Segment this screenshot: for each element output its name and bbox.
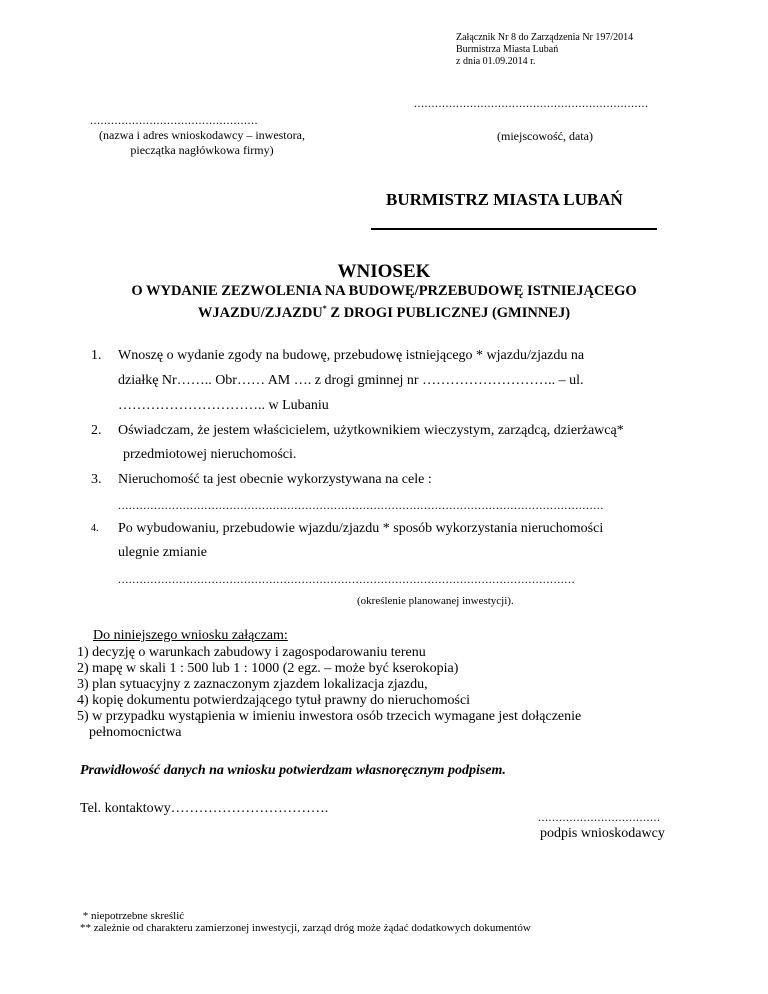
applicant-label — [82, 128, 322, 158]
item-3-field[interactable]: ....................................................................................................................................... — [118, 498, 604, 512]
authority-heading: BURMISTRZ MIASTA LUBAŃ — [386, 190, 623, 209]
document-subtitle — [60, 283, 708, 322]
applicant-field[interactable]: ................................................ — [90, 113, 258, 127]
item-2-line-2: przedmiotowej nieruchomości. — [123, 447, 297, 462]
attachment-item-continued: pełnomocnictwa — [89, 725, 182, 740]
subtitle-asterisk: * — [322, 304, 327, 313]
item-2-number: 2. — [91, 423, 102, 438]
item-4-line-2: ulegnie zmianie — [118, 545, 208, 560]
item-1-line-1: Wnoszę o wydanie zgody na budowę, przebudowę istniejącego * wjazdu/zjazdu na — [118, 348, 585, 363]
item-4-field-label: (określenie planowanej inwestycji). — [357, 595, 514, 607]
subtitle-line-2a: WJAZDU/ZJAZDU — [197, 304, 323, 321]
attachment-item: 5) w przypadku wystąpienia w imieniu inwestora osób trzecich wymagane jest dołączenie — [77, 709, 582, 724]
subtitle-line-2b: Z DROGI PUBLICZNEJ (GMINNEJ) — [326, 304, 571, 321]
annex-line-3: z dnia 01.09.2014 r. — [456, 56, 536, 67]
applicant-label-line-2: pieczątka nagłówkowa firmy) — [130, 143, 274, 157]
place-date-label: (miejscowość, data) — [497, 129, 593, 143]
footnote-2: ** zależnie od charakteru zamierzonej inwestycji, zarząd dróg może żądać dodatkowych dokumentów — [80, 922, 531, 934]
attachment-item: 4) kopię dokumentu potwierdzającego tytuł prawny do nieruchomości — [77, 693, 471, 708]
confirmation-statement: Prawidłowość danych na wniosku potwierdzam własnoręcznym podpisem. — [80, 763, 506, 778]
item-4-number: 4. — [91, 523, 99, 534]
item-1-line-3[interactable]: ………………………….. w Lubaniu — [118, 398, 329, 413]
attachment-item: 2) mapę w skali 1 : 500 lub 1 : 1000 (2 egz. – może być kserokopia) — [77, 661, 459, 676]
subtitle-line-1: O WYDANIE ZEZWOLENIA NA BUDOWĘ/PRZEBUDOWĘ ISTNIEJĄCEGO — [131, 283, 637, 299]
attachment-item: 1) decyzję o warunkach zabudowy i zagospodarowaniu terenu — [77, 645, 426, 660]
signature-label: podpis wnioskodawcy — [540, 826, 665, 841]
applicant-label-line-1: (nazwa i adres wnioskodawcy – inwestora, — [99, 128, 305, 142]
annex-note — [456, 32, 633, 68]
item-3-number: 3. — [91, 472, 102, 487]
annex-line-1: Załącznik Nr 8 do Zarządzenia Nr 197/2014 — [456, 32, 634, 43]
item-2-line-1: Oświadczam, że jestem właścicielem, użytkownikiem wieczystym, zarządcą, dzierżawcą* — [118, 423, 624, 438]
item-1-line-2[interactable]: działkę Nr…….. Obr…… AM …. z drogi gminnej nr ……………………….. – ul. — [118, 373, 584, 388]
attachments-heading: Do niniejszego wniosku załączam: — [93, 628, 288, 643]
signature-field[interactable]: ................................... — [538, 810, 661, 824]
item-4-line-1: Po wybudowaniu, przebudowie wjazdu/zjazdu * sposób wykorzystania nieruchomości — [118, 521, 604, 536]
subtitle-line-2 — [60, 300, 708, 322]
place-date-field[interactable]: ................................................................... — [414, 96, 649, 110]
item-1-number: 1. — [91, 348, 102, 363]
authority-underline — [371, 228, 657, 230]
footnote-1: * niepotrzebne skreślić — [80, 910, 185, 922]
document-title: WNIOSEK — [337, 261, 431, 282]
attachment-item: 3) plan sytuacyjny z zaznaczonym zjazdem lokalizacja zjazdu, — [77, 677, 428, 692]
annex-line-2: Burmistrza Miasta Lubań — [456, 44, 559, 55]
phone-field[interactable]: Tel. kontaktowy……………………………. — [80, 801, 329, 816]
item-4-field[interactable]: ............................................................................................................................... — [118, 572, 576, 586]
item-3-line-1: Nieruchomość ta jest obecnie wykorzystywana na cele : — [118, 472, 432, 487]
